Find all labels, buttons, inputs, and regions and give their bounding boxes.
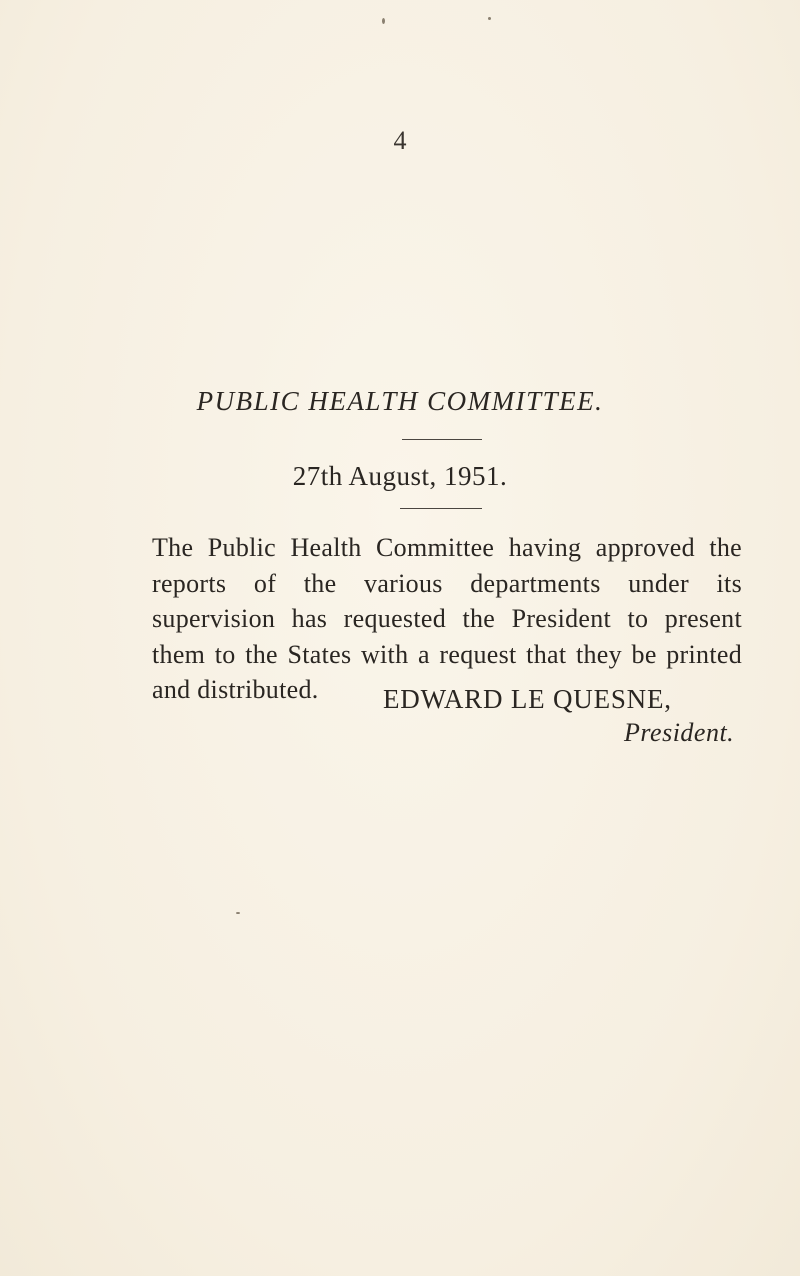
page-number: 4 xyxy=(393,126,407,155)
body-paragraph: The Public Health Committee having approved the reports of the various departments under its supervision has requested the President to present them to the States with a request that they be printed and distributed. xyxy=(152,533,742,704)
report-date: 27th August, 1951. xyxy=(292,461,508,491)
signatory-name: EDWARD LE QUESNE, xyxy=(383,684,672,714)
paper-speck xyxy=(382,18,385,24)
paper-speck xyxy=(236,912,240,914)
divider-rule-top xyxy=(402,439,482,440)
signatory-title: President. xyxy=(624,718,735,747)
paper-speck xyxy=(488,17,491,20)
divider-rule-bottom xyxy=(400,508,482,509)
committee-heading: PUBLIC HEALTH COMMITTEE. xyxy=(196,386,604,416)
